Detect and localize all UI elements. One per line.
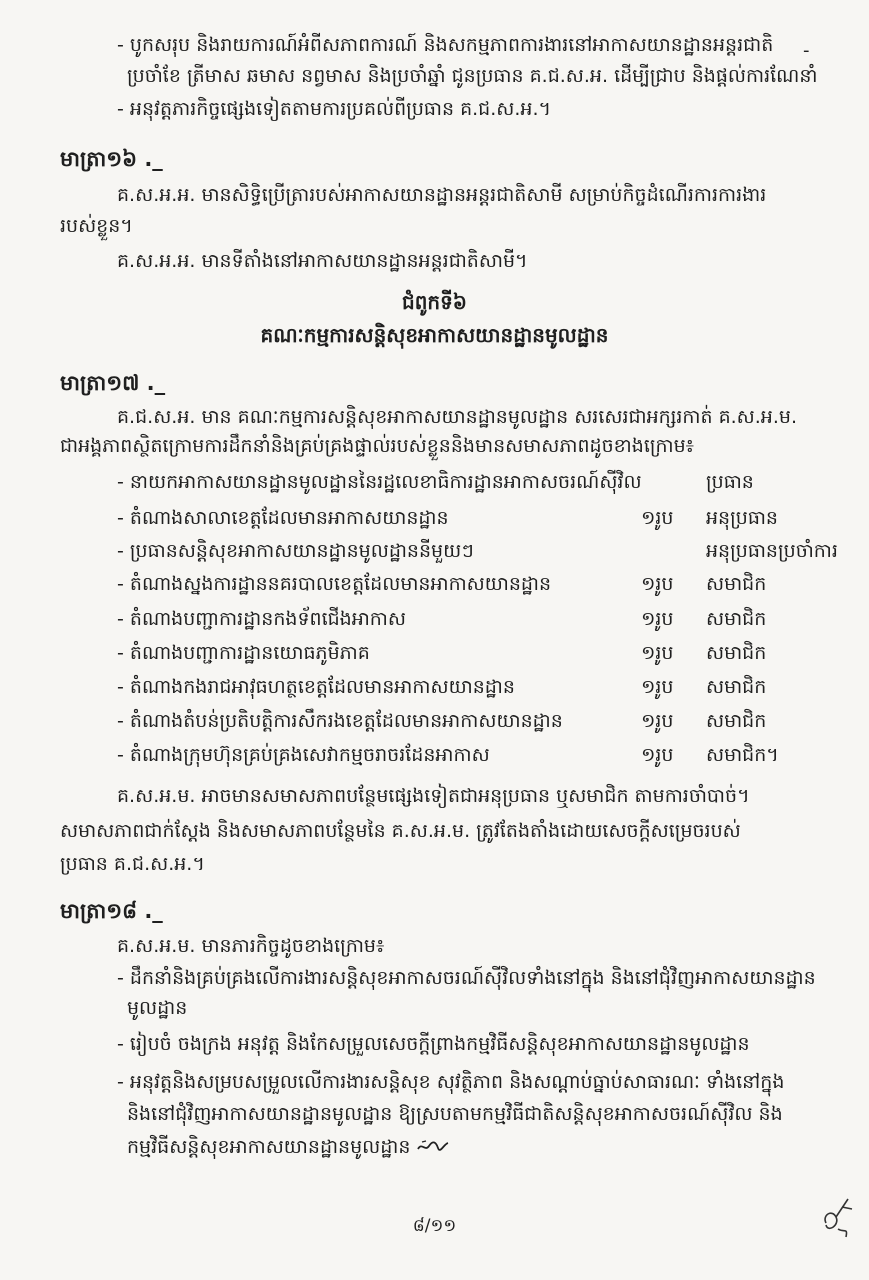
article-18-heading: មាត្រា១៨ ._ [60,899,163,923]
article-18-bullet-1: - ដឹកនាំនិងគ្រប់គ្រងលើការងារសន្តិសុខអាកាសចរណ៍ស៊ីវិលទាំងនៅក្នុង និងនៅជុំវិញអាកាសយានដ្ឋាន [117,967,816,989]
member-7-role: សមាជិក [706,676,767,698]
member-3-role: អនុប្រធានប្រចាំការ [706,540,838,562]
member-9-role: សមាជិក។ [706,744,779,766]
member-2-name: - តំណាងសាលាខេត្តដែលមានអាកាសយានដ្ឋាន [117,507,449,529]
article-16-para1-cont: របស់ខ្លួន។ [60,215,133,237]
member-5-name: - តំណាងបញ្ជាការដ្ឋានកងទ័ពជើងអាកាស [117,608,406,630]
article-18-bullet-2: - រៀបចំ ចងក្រង អនុវត្ត និងកែសម្រួលសេចក្តីព្រាងកម្មវិធីសន្តិសុខអាកាសយានដ្ឋានមូលដ្ឋាន [117,1033,750,1055]
member-6-name: - តំណាងបញ្ជាការដ្ឋានយោធភូមិភាគ [117,642,370,664]
chapter-title: គណៈកម្មការសន្តិសុខអាកាសយានដ្ឋានមូលដ្ឋាន [260,323,609,347]
member-5-qty: ១រូប [641,608,674,630]
chapter-number: ជំពូកទី៦ [402,290,467,314]
article-16-heading: មាត្រា១៦ ._ [60,147,163,171]
article-16-para2: គ.ស.អ.អ. មានទីតាំងនៅអាកាសយានដ្ឋានអន្តរជាតិសាមី។ [117,250,528,272]
member-3-name: - ប្រធានសន្តិសុខអាកាសយានដ្ឋានមូលដ្ឋាននីមួយៗ [117,540,474,562]
member-6-role: សមាជិក [706,642,767,664]
signature-mark-icon [818,1193,858,1247]
member-9-qty: ១រូប [641,744,674,766]
page-number: ៨/១១ [412,1216,457,1236]
margin-dash: - [803,40,810,61]
member-9-name: - តំណាងក្រុមហ៊ុនគ្រប់គ្រងសេវាកម្មចរាចរដែនអាកាស [117,744,490,766]
member-4-role: សមាជិក [706,573,767,595]
article-18-bullet-3-cont-1: និងនៅជុំវិញអាកាសយានដ្ឋានមូលដ្ឋាន ឱ្យស្របតាមកម្មវិធីជាតិសន្តិសុខអាកាសចរណ៍ស៊ីវិល និង [127,1103,783,1125]
member-4-qty: ១រូប [641,573,674,595]
article-18-bullet-1-cont: មូលដ្ឋាន [127,997,188,1019]
member-4-name: - តំណាងស្នងការដ្ឋាននគរបាលខេត្តដែលមានអាកាសយានដ្ឋាន [117,573,552,595]
article-16-para1: គ.ស.អ.អ. មានសិទ្ធិប្រើត្រារបស់អាកាសយានដ្ឋានអន្តរជាតិសាមី សម្រាប់កិច្ចដំណើរការការងារ [117,184,767,206]
member-1-role: ប្រធាន [706,471,754,493]
member-8-name: - តំណាងតំបន់ប្រតិបត្តិការសឹករងខេត្តដែលមានអាកាសយានដ្ឋាន [117,710,563,732]
article-17-note-cont-2: ប្រធាន គ.ជ.ស.អ.។ [60,853,205,875]
article-17-intro-cont: ជាអង្គភាពស្ថិតក្រោមការដឹកនាំនិងគ្រប់គ្រងផ្ទាល់របស់ខ្លួននិងមានសមាសភាពដូចខាងក្រោម៖ [60,435,695,457]
member-5-role: សមាជិក [706,608,767,630]
member-8-qty: ១រូប [641,710,674,732]
member-7-qty: ១រូប [641,676,674,698]
top-bullet-1-cont: ប្រចាំខែ ត្រីមាស ឆមាស នព្វមាស និងប្រចាំឆ្នាំ ជូនប្រធាន គ.ជ.ស.អ. ដើម្បីជ្រាប និងផ្តល់ការណែនាំ [127,65,818,87]
member-7-name: - តំណាងកងរាជអាវុធហត្ថខេត្តដែលមានអាកាសយានដ្ឋាន [117,676,515,698]
article-18-bullet-3: - អនុវត្តនិងសម្របសម្រួលលើការងារសន្តិសុខ សុវត្ថិភាព និងសណ្តាប់ធ្នាប់សាធារណៈ ទាំងនៅក្នុង [117,1071,785,1093]
article-18-bullet-3-cont-2 [127,1134,450,1161]
article-18-intro: គ.ស.អ.ម. មានភារកិច្ចដូចខាងក្រោម៖ [117,935,385,957]
article-18-bullet-3-cont-2-text: កម្មវិធីសន្តិសុខអាកាសយានដ្ឋានមូលដ្ឋាន [127,1136,411,1158]
member-6-qty: ១រូប [641,642,674,664]
initial-mark-icon [416,1135,450,1161]
article-17-heading: មាត្រា១៧ ._ [60,371,166,395]
article-17-note-cont-1: សមាសភាពជាក់ស្តែង និងសមាសភាពបន្ថែមនៃ គ.ស.អ.ម. ត្រូវតែងតាំងដោយសេចក្តីសម្រេចរបស់ [60,820,741,842]
member-2-qty: ១រូប [641,507,674,529]
member-8-role: សមាជិក [706,710,767,732]
top-bullet-1: - បូកសរុប និងរាយការណ៍អំពីសភាពការណ៍ និងសកម្មភាពការងារនៅអាកាសយានដ្ឋានអន្តរជាតិ [117,34,774,56]
top-bullet-2: - អនុវត្តភារកិច្ចផ្សេងទៀតតាមការប្រគល់ពីប្រធាន គ.ជ.ស.អ.។ [117,98,552,120]
article-17-note: គ.ស.អ.ម. អាចមានសមាសភាពបន្ថែមផ្សេងទៀតជាអនុប្រធាន ឬសមាជិក តាមការចាំបាច់។ [117,785,750,807]
member-2-role: អនុប្រធាន [706,507,778,529]
member-1-name: - នាយកអាកាសយានដ្ឋានមូលដ្ឋាននៃរដ្ឋលេខាធិការដ្ឋានអាកាសចរណ៍ស៊ីវិល [117,471,642,493]
article-17-intro: គ.ជ.ស.អ. មាន គណៈកម្មការសន្តិសុខអាកាសយានដ្ឋានមូលដ្ឋាន សរសេរជាអក្សរកាត់ គ.ស.អ.ម. [117,406,798,428]
